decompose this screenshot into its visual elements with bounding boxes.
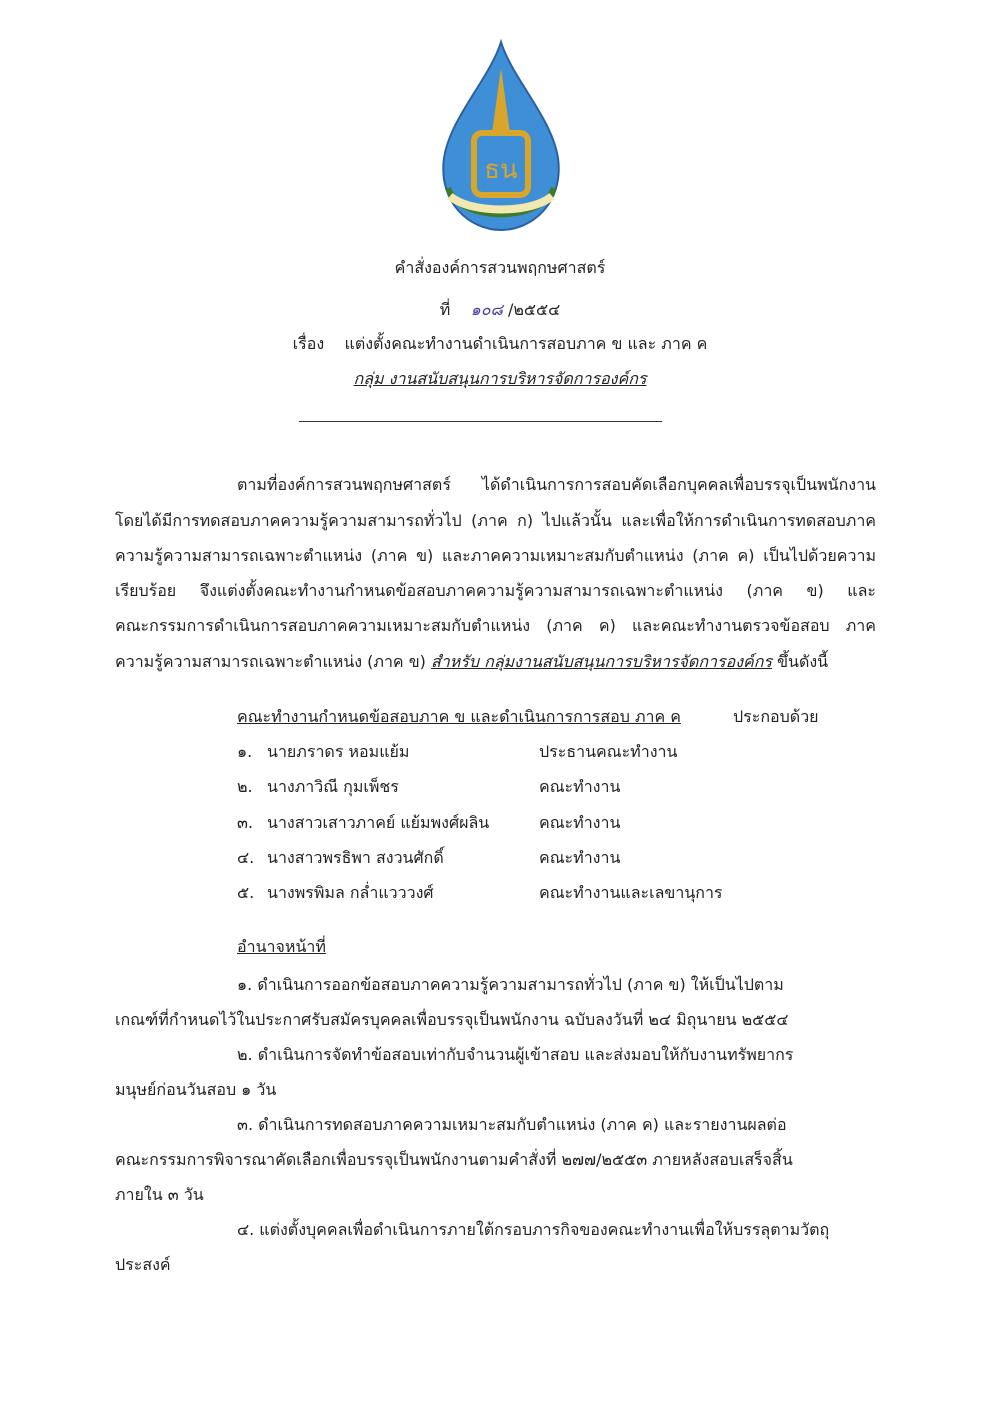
duty-item: ๑. ดำเนินการออกข้อสอบภาคความรู้ความสามารถทั่วไป (ภาค ข) ให้เป็นไปตาม <box>237 975 784 994</box>
organization-seal-logo <box>430 38 572 234</box>
member-name: นางสาวเสาวภาคย์ แย้มพงศ์ผลิน <box>267 813 490 832</box>
duty-item: ๔. แต่งตั้งบุคคลเพื่อดำเนินการภายใต้กรอบภารกิจของคณะทำงานเพื่อให้บรรลุตามวัตถุ <box>237 1220 830 1239</box>
member-number: ๕. <box>237 883 255 902</box>
member-number: ๔. <box>237 848 255 867</box>
subject-text: แต่งตั้งคณะทำงานดำเนินการสอบภาค ข และ ภาค ค <box>344 334 708 353</box>
committee-heading-suffix: ประกอบด้วย <box>733 707 819 726</box>
member-name: นายภราดร หอมแย้ม <box>267 742 410 761</box>
committee-heading: คณะทำงานกำหนดข้อสอบภาค ข และดำเนินการการสอบ ภาค ค <box>237 707 681 726</box>
intro-line: เรียบร้อย จึงแต่งตั้งคณะทำงานกำหนดข้อสอบภาคความรู้ความสามารถเฉพาะตำแหน่ง (ภาค ข) และ <box>115 581 876 600</box>
intro-emphasis: สำหรับ กลุ่มงานสนับสนุนการบริหารจัดการองค์กร <box>431 652 772 671</box>
member-role: คณะทำงาน <box>539 813 621 832</box>
duty-item-cont: คณะกรรมการพิจารณาคัดเลือกเพื่อบรรจุเป็นพนักงานตามคำสั่งที่ ๒๗๗/๒๕๕๓ ภายหลังสอบเสร็จสิ้น <box>115 1150 793 1169</box>
subject-line <box>0 332 1000 356</box>
intro-line: ความรู้ความสามารถเฉพาะตำแหน่ง (ภาค ข) และภาคความเหมาะสมกับตำแหน่ง (ภาค ค) เป็นไปด้วยความ <box>115 546 876 565</box>
subject-label: เรื่อง <box>292 334 325 353</box>
member-number: ๒. <box>237 777 253 796</box>
member-name: นางสาวพรธิพา สงวนศักดิ์ <box>267 848 444 867</box>
number-label: ที่ <box>439 300 451 319</box>
intro-line: ตามที่องค์การสวนพฤกษศาสตร์ ได้ดำเนินการการสอบคัดเลือกบุคคลเพื่อบรรจุเป็นพนักงาน <box>237 475 876 494</box>
document-title: คำสั่งองค์การสวนพฤกษศาสตร์ <box>394 258 606 277</box>
member-number: ๑. <box>237 742 253 761</box>
intro-line: โดยได้มีการทดสอบภาคความรู้ความสามารถทั่วไป (ภาค ก) ไปแล้วนั้น และเพื่อให้การดำเนินการทดสอบภาค <box>115 511 876 530</box>
intro-line: คณะกรรมการดำเนินการสอบภาคความเหมาะสมกับตำแหน่ง (ภาค ค) และคณะทำงานตรวจข้อสอบ ภาค <box>115 616 876 635</box>
duty-item-cont: ภายใน ๓ วัน <box>115 1185 204 1204</box>
duty-item-cont: ประสงค์ <box>115 1255 171 1274</box>
member-role: คณะทำงานและเลขานุการ <box>539 883 723 902</box>
svg-text:ธน: ธน <box>484 155 518 185</box>
member-number: ๓. <box>237 813 254 832</box>
intro-text-end: ขึ้นดังนี้ <box>777 652 829 671</box>
duty-item-cont: เกณฑ์ที่กำหนดไว้ในประกาศรับสมัครบุคคลเพื่อบรรจุเป็นพนักงาน ฉบับลงวันที่ ๒๔ มิถุนายน ๒๕๕๔ <box>115 1010 789 1029</box>
group-name: กลุ่ม งานสนับสนุนการบริหารจัดการองค์กร <box>353 369 647 388</box>
member-role: คณะทำงาน <box>539 848 621 867</box>
number-value: ๑๐๘ <box>470 300 503 319</box>
order-number <box>0 298 1000 322</box>
number-year: /๒๕๕๔ <box>507 300 561 319</box>
duties-heading: อำนาจหน้าที่ <box>237 937 326 956</box>
divider <box>299 421 662 422</box>
duty-item: ๒. ดำเนินการจัดทำข้อสอบเท่ากับจำนวนผู้เข้าสอบ และส่งมอบให้กับงานทรัพยากร <box>237 1045 794 1064</box>
intro-last-line <box>115 650 828 674</box>
member-name: นางภาวิณี กุมเพ็ชร <box>267 777 399 796</box>
intro-text: ความรู้ความสามารถเฉพาะตำแหน่ง (ภาค ข) <box>115 652 426 671</box>
duty-item-cont: มนุษย์ก่อนวันสอบ ๑ วัน <box>115 1080 277 1099</box>
member-role: คณะทำงาน <box>539 777 621 796</box>
duty-item: ๓. ดำเนินการทดสอบภาคความเหมาะสมกับตำแหน่ง (ภาค ค) และรายงานผลต่อ <box>237 1115 787 1134</box>
member-role: ประธานคณะทำงาน <box>539 742 678 761</box>
member-name: นางพรพิมล กล่ำแวววงศ์ <box>267 883 434 902</box>
